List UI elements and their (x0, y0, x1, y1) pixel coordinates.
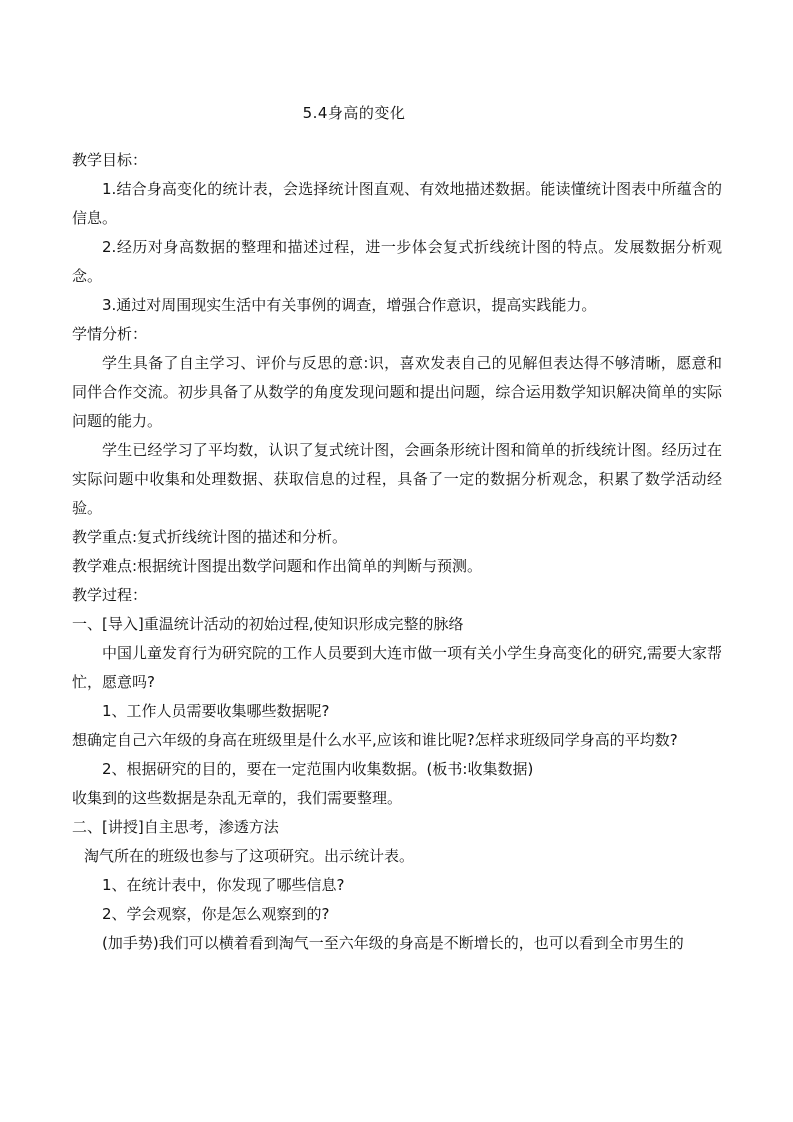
section-heading-objectives: 教学目标： (72, 151, 148, 169)
objective-item: 1.结合身高变化的统计表，会选择统计图直观、有效地描述数据。能读懂统计图表中所蕴含的信息。 (72, 180, 722, 227)
objective-item: 2.经历对身高数据的整理和描述过程，进一步体会复式折线统计图的特点。发展数据分析观念。 (72, 238, 722, 285)
process-paragraph: (加手势)我们可以横着看到淘气一至六年级的身高是不断增长的，也可以看到全市男生的 (102, 934, 684, 952)
learner-analysis-paragraph: 学生已经学习了平均数，认识了复式统计图，会画条形统计图和简单的折线统计图。经历过在实际问题中收集和处理数据、获取信息的过程，具备了一定的数据分析观念，积累了数学活动经验。 (72, 441, 722, 517)
process-paragraph: 收集到的这些数据是杂乱无章的，我们需要整理。 (72, 789, 403, 807)
process-paragraph: 中国儿童发育行为研究院的工作人员要到大连市做一项有关小学生身高变化的研究,需要大家帮忙，愿意吗? (72, 644, 722, 691)
process-question: 1、在统计表中，你发现了哪些信息? (102, 876, 345, 894)
process-paragraph: 想确定自己六年级的身高在班级里是什么水平,应该和谁比呢?怎样求班级同学身高的平均数? (72, 731, 678, 749)
process-paragraph: 淘气所在的班级也参与了这项研究。出示统计表。 (84, 847, 415, 865)
section-heading-process: 教学过程： (72, 586, 148, 604)
document-title: 5.4身高的变化 (302, 104, 406, 122)
document-body (72, 146, 722, 958)
process-step-heading: 二、[讲授]自主思考，渗透方法 (72, 818, 279, 836)
teaching-key-point: 教学重点:复式折线统计图的描述和分析。 (72, 528, 348, 546)
process-step-heading: 一、[导入]重温统计活动的初始过程,使知识形成完整的脉络 (72, 615, 464, 633)
teaching-difficulty: 教学难点:根据统计图提出数学问题和作出简单的判断与预测。 (72, 557, 483, 575)
objective-item: 3.通过对周围现实生活中有关事例的调查，增强合作意识，提高实践能力。 (102, 296, 597, 314)
learner-analysis-paragraph: 学生具备了自主学习、评价与反思的意:识，喜欢发表自己的见解但表达得不够清晰，愿意和同伴合作交流。初步具备了从数学的角度发现问题和提出问题，综合运用数学知识解决简单的实际问题的能力。 (72, 354, 722, 430)
process-question: 2、学会观察，你是怎么观察到的? (102, 905, 330, 923)
process-question: 2、根据研究的目的，要在一定范围内收集数据。(板书:收集数据) (102, 760, 534, 778)
section-heading-learner-analysis: 学情分析： (72, 325, 148, 343)
process-question: 1、工作人员需要收集哪些数据呢? (102, 702, 330, 720)
